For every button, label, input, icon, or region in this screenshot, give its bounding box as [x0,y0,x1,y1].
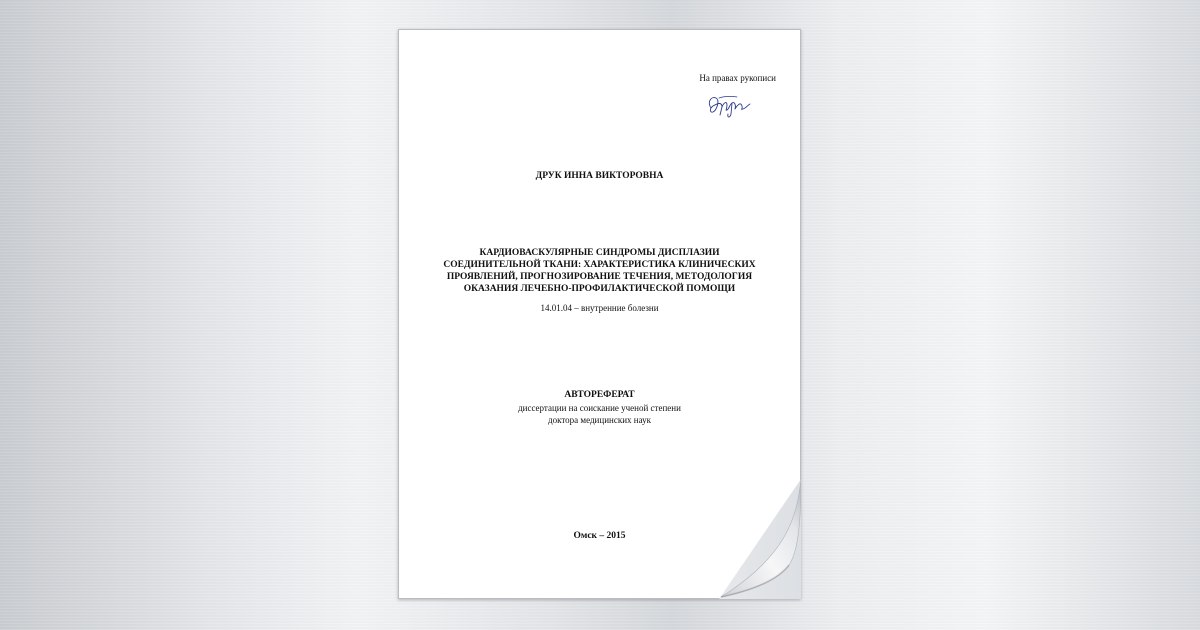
page-curl-corner [719,479,801,599]
title-line: СОЕДИНИТЕЛЬНОЙ ТКАНИ: ХАРАКТЕРИСТИКА КЛИНИЧЕСКИХ [443,260,756,270]
author-signature [705,88,755,120]
document-description [399,402,800,426]
title-line: КАРДИОВАСКУЛЯРНЫЕ СИНДРОМЫ ДИСПЛАЗИИ [479,248,720,258]
description-line: доктора медицинских наук [548,415,651,425]
manuscript-note: На правах рукописи [699,73,776,83]
description-line: диссертации на соискание ученой степени [518,403,681,413]
author-name: ДРУК ИННА ВИКТОРОВНА [535,171,664,181]
specialty-code: 14.01.04 – внутренние болезни [540,303,659,313]
dissertation-title [419,247,780,295]
place-and-year: Омск – 2015 [573,531,626,541]
title-line: ПРОЯВЛЕНИЙ, ПРОГНОЗИРОВАНИЕ ТЕЧЕНИЯ, МЕТОДОЛОГИЯ [446,272,753,282]
title-line: ОКАЗАНИЯ ЛЕЧЕБНО-ПРОФИЛАКТИЧЕСКОЙ ПОМОЩИ [463,284,736,294]
document-page [398,29,801,599]
document-type: АВТОРЕФЕРАТ [564,390,635,400]
